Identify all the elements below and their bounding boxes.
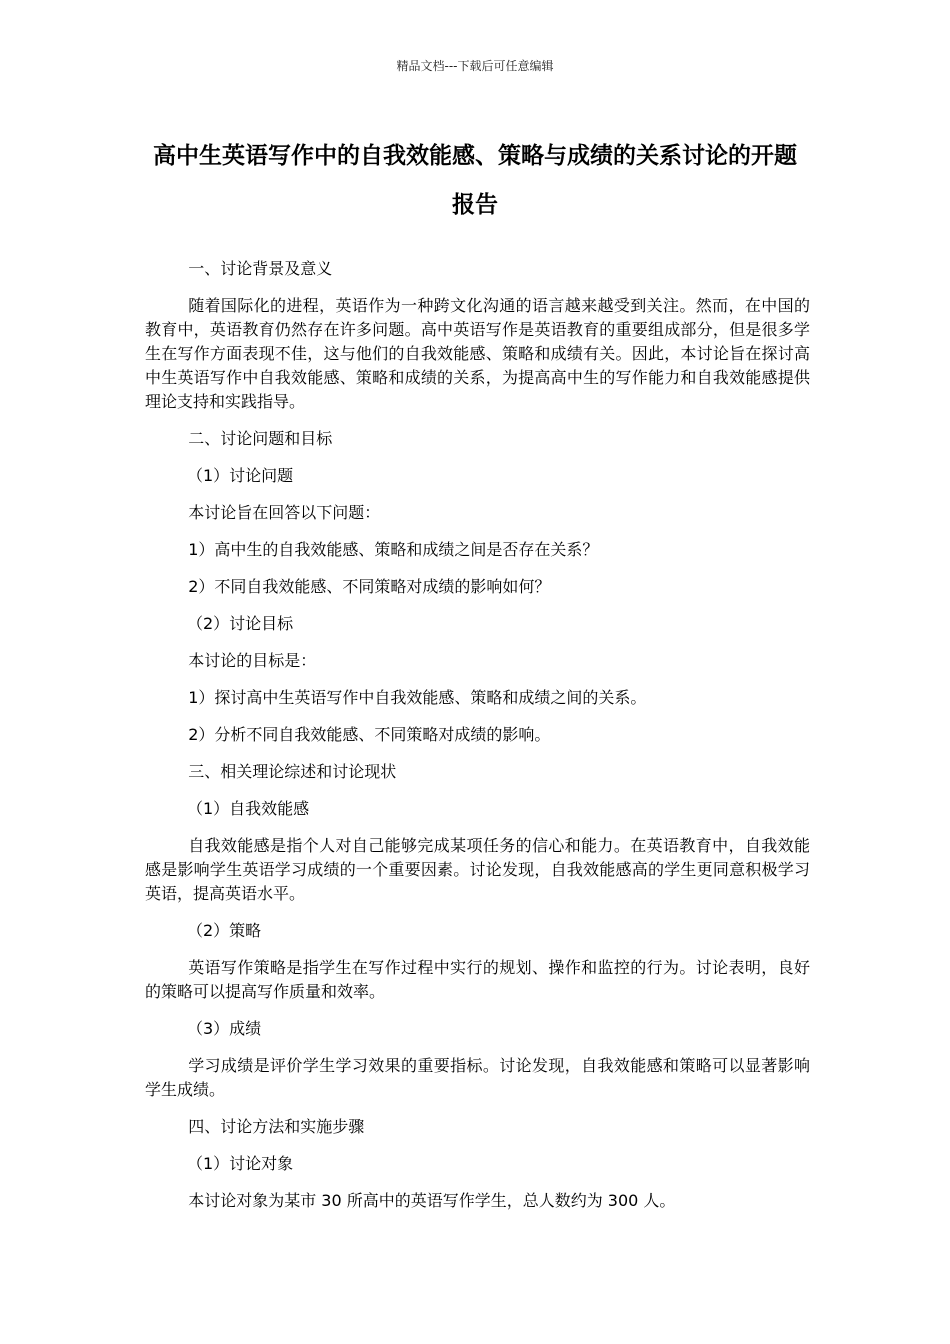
list-item: 2）不同自我效能感、不同策略对成绩的影响如何？ [188, 577, 551, 596]
list-item: 1）高中生的自我效能感、策略和成绩之间是否存在关系？ [188, 540, 599, 559]
subsection-heading: （1）讨论问题 [187, 466, 294, 485]
body-paragraph: 本讨论的目标是： [188, 651, 317, 670]
list-item: 1）探讨高中生英语写作中自我效能感、策略和成绩之间的关系。 [188, 688, 647, 707]
subsection-heading: （1）自我效能感 [187, 799, 310, 818]
body-paragraph: 自我效能感是指个人对自己能够完成某项任务的信心和能力。在英语教育中，自我效能感是影响学生英语学习成绩的一个重要因素。讨论发现，自我效能感高的学生更同意积极学习英语，提高英语水平。 [145, 836, 810, 903]
body-paragraph: 学习成绩是评价学生学习效果的重要指标。讨论发现，自我效能感和策略可以显著影响学生成绩。 [145, 1056, 810, 1099]
list-item: 2）分析不同自我效能感、不同策略对成绩的影响。 [188, 725, 551, 744]
section-heading-3: 三、相关理论综述和讨论现状 [188, 762, 397, 781]
document-body [145, 257, 810, 1226]
subsection-heading: （2）策略 [187, 921, 262, 940]
subsection-heading: （1）讨论对象 [187, 1154, 294, 1173]
body-paragraph: 随着国际化的进程，英语作为一种跨文化沟通的语言越来越受到关注。然而，在中国的教育中，英语教育仍然存在许多问题。高中英语写作是英语教育的重要组成部分，但是很多学生在写作方面表现不佳，这与他们的自我效能感、策略和成绩有关。因此，本讨论旨在探讨高中生英语写作中自我效能感、策略和成绩的关系，为提高高中生的写作能力和自我效能感提供理论支持和实践指导。 [145, 296, 810, 411]
header-note: 精品文档---下载后可任意编辑 [396, 59, 554, 73]
section-heading-2: 二、讨论问题和目标 [188, 429, 333, 448]
section-heading-1: 一、讨论背景及意义 [188, 259, 333, 278]
body-paragraph: 本讨论对象为某市 30 所高中的英语写作学生，总人数约为 300 人。 [188, 1191, 676, 1210]
section-heading-4: 四、讨论方法和实施步骤 [188, 1117, 365, 1136]
body-paragraph: 英语写作策略是指学生在写作过程中实行的规划、操作和监控的行为。讨论表明，良好的策略可以提高写作质量和效率。 [145, 958, 810, 1001]
body-paragraph: 本讨论旨在回答以下问题： [188, 503, 381, 522]
document-title: 高中生英语写作中的自我效能感、策略与成绩的关系讨论的开题报告 [153, 143, 797, 218]
subsection-heading: （3）成绩 [187, 1019, 262, 1038]
subsection-heading: （2）讨论目标 [187, 614, 294, 633]
